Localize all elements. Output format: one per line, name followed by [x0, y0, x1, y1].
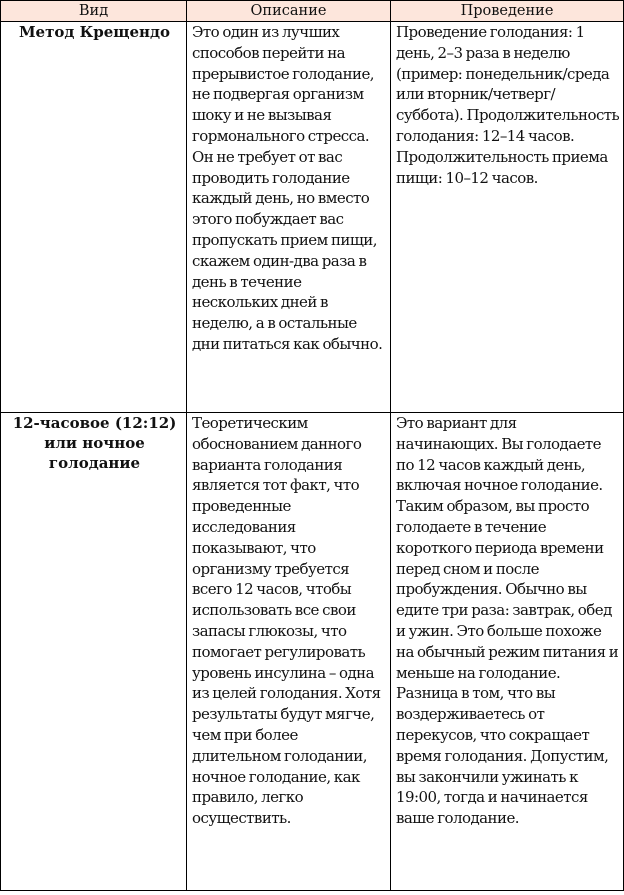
row-description	[187, 22, 391, 413]
header-kind: Вид	[1, 1, 187, 22]
conduct-text: Проведение голодания: 1 день, 2–3 раза в неделю (пример: понедельник/среда или вторник/четверг/суббота). Продолжительность голодания: 12–14 часов. Продолжительность приема пищи: 10–12 часов.	[396, 23, 620, 187]
row-kind: Метод Крещендо	[1, 22, 187, 413]
row-kind: 12-часовое (12:12) или ночное голодание	[1, 413, 187, 891]
conduct-text: Это вариант для начинающих. Вы голодаете по 12 часов каждый день, включая ночное голодание. Таким образом, вы просто голодаете в течение короткого периода времени перед сном и после пробуждения. Обычно вы едите три раза: завтрак, обед и ужин. Это больше похоже на обычный режим питания и меньше на голодание. Разница в том, что вы воздерживаетесь от перекусов, что сокращает время голодания. Допустим, вы закончили ужинать к 19:00, тогда и начинается ваше голодание.	[396, 414, 619, 828]
row-description	[187, 413, 391, 891]
header-conduct: Проведение	[391, 1, 624, 22]
table-row	[1, 413, 624, 891]
description-text: Это один из лучших способов перейти на прерывистое голодание, не подвергая организм шоку и не вызывая гормонального стресса. Он не требует от вас проводить голодание каждый день, но вместо этого побуждает вас пропускать прием пищи, скажем один-два раза в день в течение нескольких дней в неделю, а в остальные дни питаться как обычно.	[192, 23, 383, 353]
header-row	[1, 1, 624, 22]
row-conduct	[391, 22, 624, 413]
table-row	[1, 22, 624, 413]
description-text: Теоретическим обоснованием данного варианта голодания является тот факт, что проведенные исследования показывают, что организму требуется всего 12 часов, чтобы использовать все свои запасы глюкозы, что помогает регулировать уровень инсулина – одна из целей голодания. Хотя результаты будут мягче, чем при более длительном голодании, ночное голодание, как правило, легко осуществить.	[192, 414, 381, 828]
row-conduct	[391, 413, 624, 891]
header-description: Описание	[187, 1, 391, 22]
